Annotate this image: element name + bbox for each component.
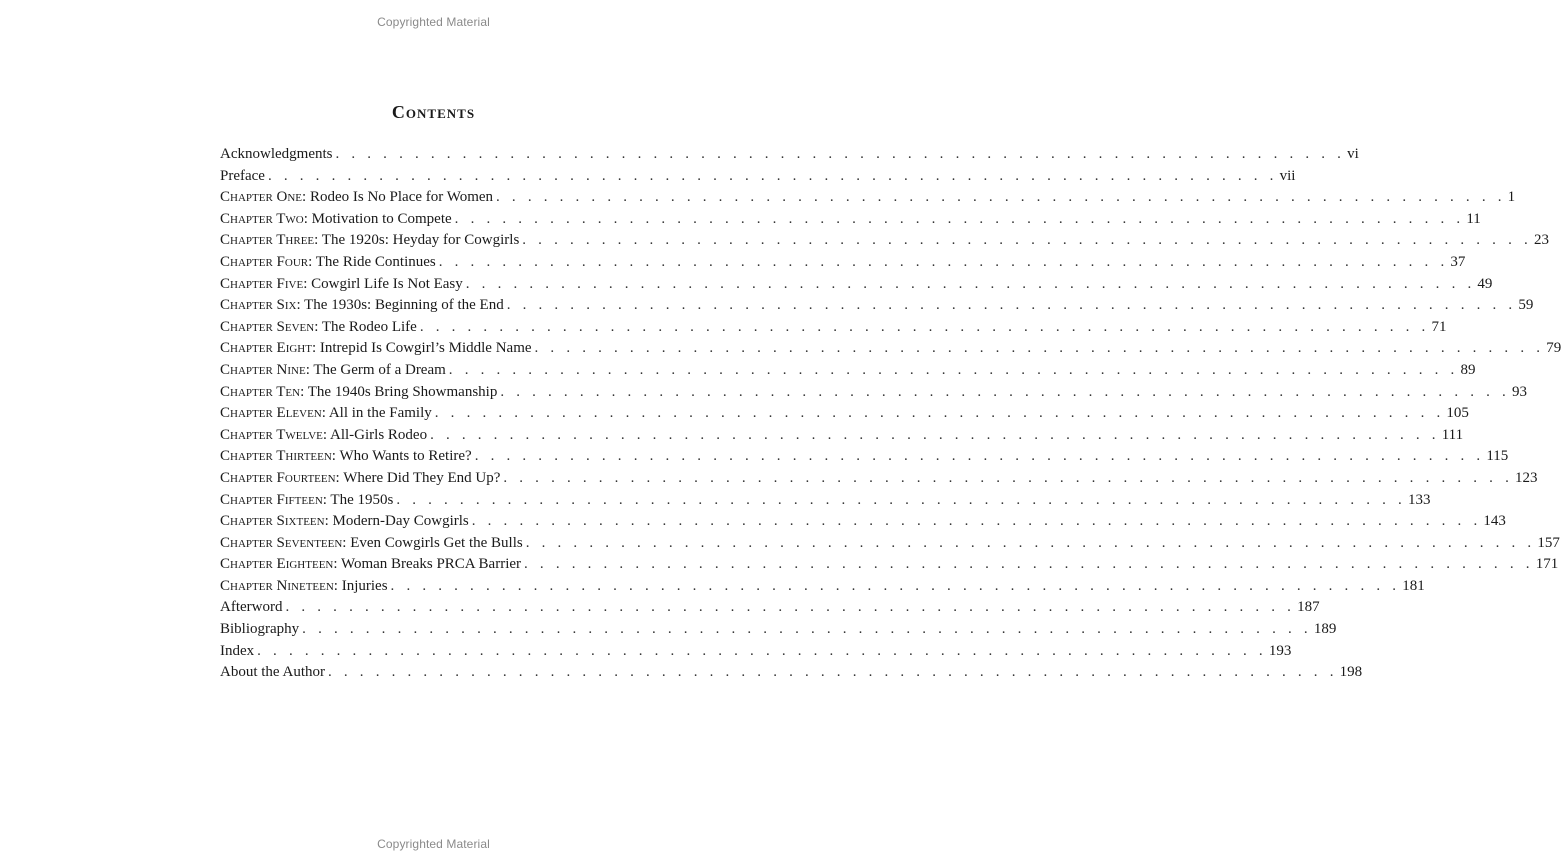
toc-page-number: vii [1279,167,1296,184]
toc-page-number: 79 [1546,340,1561,357]
toc-entry-label [220,535,523,552]
toc-entry-title: Who Wants to Retire? [335,448,472,465]
toc-page-number: 189 [1313,621,1337,638]
chapter-prefix: Chapter Four: [220,253,313,270]
toc-entry[interactable] [220,297,1534,319]
toc-entry-title: Modern-Day Cowgirls [328,513,469,530]
toc-entry[interactable] [220,275,1493,298]
toc-entry-label [220,211,452,228]
dot-leader: . . . . . . . . . . . . . . . . . . . . . . . . . . . . . . . . . . . . . . . . . . . . . . . . . . . . . . . . . . . . . . . . [522,232,1532,249]
toc-entry-title: Cowgirl Life Is Not Easy [307,275,463,292]
dot-leader: . . . . . . . . . . . . . . . . . . . . . . . . . . . . . . . . . . . . . . . . . . . . . . . . . . . . . . . . . . . . . . . . [430,426,1440,443]
toc-entry-title: Preface [220,167,265,184]
dot-leader: . . . . . . . . . . . . . . . . . . . . . . . . . . . . . . . . . . . . . . . . . . . . . . . . . . . . . . . . . . . . . . . . [524,556,1534,573]
chapter-prefix: Chapter Ten: [220,383,305,400]
dot-leader: . . . . . . . . . . . . . . . . . . . . . . . . . . . . . . . . . . . . . . . . . . . . . . . . . . . . . . . . . . . . . . . . [434,405,1445,422]
toc-entry-title: All-Girls Rodeo [327,426,428,443]
chapter-prefix: Chapter Three: [220,232,319,249]
toc-entry-title: The Rodeo Life [318,318,417,335]
chapter-prefix: Chapter Seventeen: [220,534,347,551]
toc-entry-label [220,189,493,206]
toc-entry-label [220,599,282,616]
toc-page-number: 181 [1402,577,1425,594]
toc-entry-label [220,492,393,509]
toc-entry-title: Even Cowgirls Get the Bulls [346,534,523,551]
toc-page-number: 59 [1518,297,1534,314]
toc-page-number: 111 [1441,426,1464,443]
toc-page-number: 187 [1297,599,1320,616]
toc-entry[interactable] [220,405,1469,427]
toc-page-number: 49 [1477,275,1493,292]
toc-entry-label [220,232,519,249]
toc-entry[interactable] [220,383,1527,406]
toc-entry[interactable] [220,469,1538,492]
toc-entry[interactable] [220,556,1559,578]
toc-entry-label [220,362,446,379]
chapter-prefix: Chapter Six: [220,297,301,314]
toc-entry-label [220,405,432,422]
toc-entry-label [220,556,521,573]
chapter-prefix: Chapter Twelve: [220,426,328,443]
dot-leader: . . . . . . . . . . . . . . . . . . . . . . . . . . . . . . . . . . . . . . . . . . . . . . . . . . . . . . . . . . . . . . . . [525,534,1536,551]
toc-entry-label [220,643,254,660]
chapter-prefix: Chapter One: [220,189,307,206]
toc-entry-label [220,254,436,271]
toc-entry-title: The 1920s: Heyday for Cowgirls [318,232,520,249]
toc-entry-title: Index [220,642,255,659]
toc-entry-title: Where Did They End Up? [339,469,501,486]
dot-leader: . . . . . . . . . . . . . . . . . . . . . . . . . . . . . . . . . . . . . . . . . . . . . . . . . . . . . . . . . . . . . . . . [500,383,1510,400]
table-of-contents [220,146,1561,686]
toc-entry[interactable] [220,167,1296,190]
chapter-prefix: Chapter Thirteen: [220,448,336,465]
toc-entry-label [220,578,388,595]
dot-leader: . . . . . . . . . . . . . . . . . . . . . . . . . . . . . . . . . . . . . . . . . . . . . . . . . . . . . . . . . . . . . . . . [506,297,1517,314]
copyright-watermark-bottom: Copyrighted Material [377,837,490,851]
toc-entry-title: Motivation to Compete [307,210,452,227]
toc-page-number: 89 [1460,361,1476,378]
toc-page-number: 193 [1268,642,1292,659]
dot-leader: . . . . . . . . . . . . . . . . . . . . . . . . . . . . . . . . . . . . . . . . . . . . . . . . . . . . . . . . . . . . . . . . [267,167,1278,184]
chapter-prefix: Chapter Five: [220,275,308,292]
chapter-prefix: Chapter Sixteen: [220,513,329,530]
toc-entry[interactable] [220,491,1431,514]
dot-leader: . . . . . . . . . . . . . . . . . . . . . . . . . . . . . . . . . . . . . . . . . . . . . . . . . . . . . . . . . . . . . . . . [503,469,1514,486]
toc-entry[interactable] [220,426,1464,449]
toc-entry-title: The 1930s: Beginning of the End [300,297,504,314]
toc-entry[interactable] [220,232,1549,254]
dot-leader: . . . . . . . . . . . . . . . . . . . . . . . . . . . . . . . . . . . . . . . . . . . . . . . . . . . . . . . . . . . . . . . . [390,577,1401,594]
dot-leader: . . . . . . . . . . . . . . . . . . . . . . . . . . . . . . . . . . . . . . . . . . . . . . . . . . . . . . . . . . . . . . . . [328,664,1338,681]
dot-leader: . . . . . . . . . . . . . . . . . . . . . . . . . . . . . . . . . . . . . . . . . . . . . . . . . . . . . . . . . . . . . . . . [257,642,1267,659]
toc-page-number: 198 [1339,664,1363,681]
toc-page-number: 133 [1407,491,1431,508]
toc-page-number: 93 [1511,383,1527,400]
toc-entry-label [220,513,469,530]
toc-entry-title: The Ride Continues [312,253,436,270]
toc-page-number: 37 [1450,253,1466,270]
toc-entry-title: About the Author [220,664,325,681]
toc-entry[interactable] [220,189,1516,211]
toc-page-number: 171 [1535,556,1559,573]
chapter-prefix: Chapter Nine: [220,361,310,378]
dot-leader: . . . . . . . . . . . . . . . . . . . . . . . . . . . . . . . . . . . . . . . . . . . . . . . . . . . . . . . . . . . . . . . . [396,491,1406,508]
toc-entry-label [220,621,299,638]
chapter-prefix: Chapter Eight: [220,340,317,357]
toc-entry[interactable] [220,599,1320,621]
dot-leader: . . . . . . . . . . . . . . . . . . . . . . . . . . . . . . . . . . . . . . . . . . . . . . . . . . . . . . . . . . . . . . . . [285,599,1296,616]
page-title: Contents [391,102,476,123]
toc-page-number: 105 [1446,405,1469,422]
toc-entry-title: Intrepid Is Cowgirl’s Middle Name [316,340,532,357]
dot-leader: . . . . . . . . . . . . . . . . . . . . . . . . . . . . . . . . . . . . . . . . . . . . . . . . . . . . . . . . . . . . . . . . [534,340,1545,357]
toc-entry[interactable] [220,664,1363,686]
toc-entry[interactable] [220,361,1476,384]
toc-entry-title: Woman Breaks PRCA Barrier [337,556,522,573]
toc-page-number: 123 [1515,469,1538,486]
dot-leader: . . . . . . . . . . . . . . . . . . . . . . . . . . . . . . . . . . . . . . . . . . . . . . . . . . . . . . . . . . . . . . . . [474,448,1485,465]
toc-page-number: 71 [1431,318,1447,335]
toc-entry-label [220,427,427,444]
toc-entry[interactable] [220,318,1447,341]
toc-entry-label [220,146,332,163]
chapter-prefix: Chapter Nineteen: [220,577,338,594]
toc-entry-title: Injuries [337,577,388,594]
toc-entry[interactable] [220,448,1509,470]
toc-entry-title: The 1940s Bring Showmanship [304,383,498,400]
toc-entry-title: Bibliography [220,621,300,638]
toc-page-number: 1 [1507,189,1516,206]
chapter-prefix: Chapter Eighteen: [220,556,338,573]
chapter-prefix: Chapter Seven: [220,318,319,335]
toc-entry-label [220,276,463,293]
chapter-prefix: Chapter Fifteen: [220,491,327,508]
toc-entry-label [220,168,265,185]
toc-entry[interactable] [220,621,1337,643]
toc-page-number: 11 [1466,210,1481,227]
copyright-watermark-top: Copyrighted Material [377,15,490,29]
toc-entry[interactable] [220,577,1425,600]
toc-page-number: 115 [1486,448,1509,465]
toc-page-number: vi [1347,146,1359,162]
toc-entry-label [220,664,325,681]
dot-leader: . . . . . . . . . . . . . . . . . . . . . . . . . . . . . . . . . . . . . . . . . . . . . . . . . . . . . . . . . . . . . . . . [465,275,1476,292]
dot-leader: . . . . . . . . . . . . . . . . . . . . . . . . . . . . . . . . . . . . . . . . . . . . . . . . . . . . . . . . . . . . . . . . [448,361,1459,378]
dot-leader: . . . . . . . . . . . . . . . . . . . . . . . . . . . . . . . . . . . . . . . . . . . . . . . . . . . . . . . . . . . . . . . . [302,621,1312,638]
dot-leader: . . . . . . . . . . . . . . . . . . . . . . . . . . . . . . . . . . . . . . . . . . . . . . . . . . . . . . . . . . . . . . . . [496,189,1506,206]
toc-entry-label [220,448,472,465]
toc-page-number: 143 [1483,513,1506,530]
dot-leader: . . . . . . . . . . . . . . . . . . . . . . . . . . . . . . . . . . . . . . . . . . . . . . . . . . . . . . . . . . . . . . . . [335,146,1346,162]
toc-entry[interactable] [220,340,1561,362]
dot-leader: . . . . . . . . . . . . . . . . . . . . . . . . . . . . . . . . . . . . . . . . . . . . . . . . . . . . . . . . . . . . . . . . [419,318,1430,335]
toc-entry[interactable] [220,146,1359,168]
toc-entry[interactable] [220,534,1560,557]
toc-entry-label [220,470,500,487]
toc-entry-label [220,319,417,336]
toc-entry-title: The 1950s [326,491,394,508]
toc-entry-label [220,297,504,314]
toc-page-number: 23 [1533,232,1549,249]
toc-page-number: 157 [1537,534,1560,551]
toc-entry-title: Acknowledgments [220,146,333,162]
toc-entry[interactable] [220,642,1292,665]
chapter-prefix: Chapter Two: [220,210,308,227]
toc-entry-label [220,340,532,357]
toc-entry-title: Afterword [220,599,283,616]
toc-entry[interactable] [220,210,1481,233]
chapter-prefix: Chapter Eleven: [220,405,326,422]
toc-entry-label [220,384,497,401]
dot-leader: . . . . . . . . . . . . . . . . . . . . . . . . . . . . . . . . . . . . . . . . . . . . . . . . . . . . . . . . . . . . . . . . [454,210,1465,227]
dot-leader: . . . . . . . . . . . . . . . . . . . . . . . . . . . . . . . . . . . . . . . . . . . . . . . . . . . . . . . . . . . . . . . . [471,513,1482,530]
toc-entry-title: The Germ of a Dream [309,361,446,378]
toc-entry-title: All in the Family [325,405,432,422]
toc-entry-title: Rodeo Is No Place for Women [306,189,494,206]
toc-entry[interactable] [220,513,1506,535]
chapter-prefix: Chapter Fourteen: [220,469,340,486]
dot-leader: . . . . . . . . . . . . . . . . . . . . . . . . . . . . . . . . . . . . . . . . . . . . . . . . . . . . . . . . . . . . . . . . [438,253,1449,270]
toc-entry[interactable] [220,253,1466,276]
